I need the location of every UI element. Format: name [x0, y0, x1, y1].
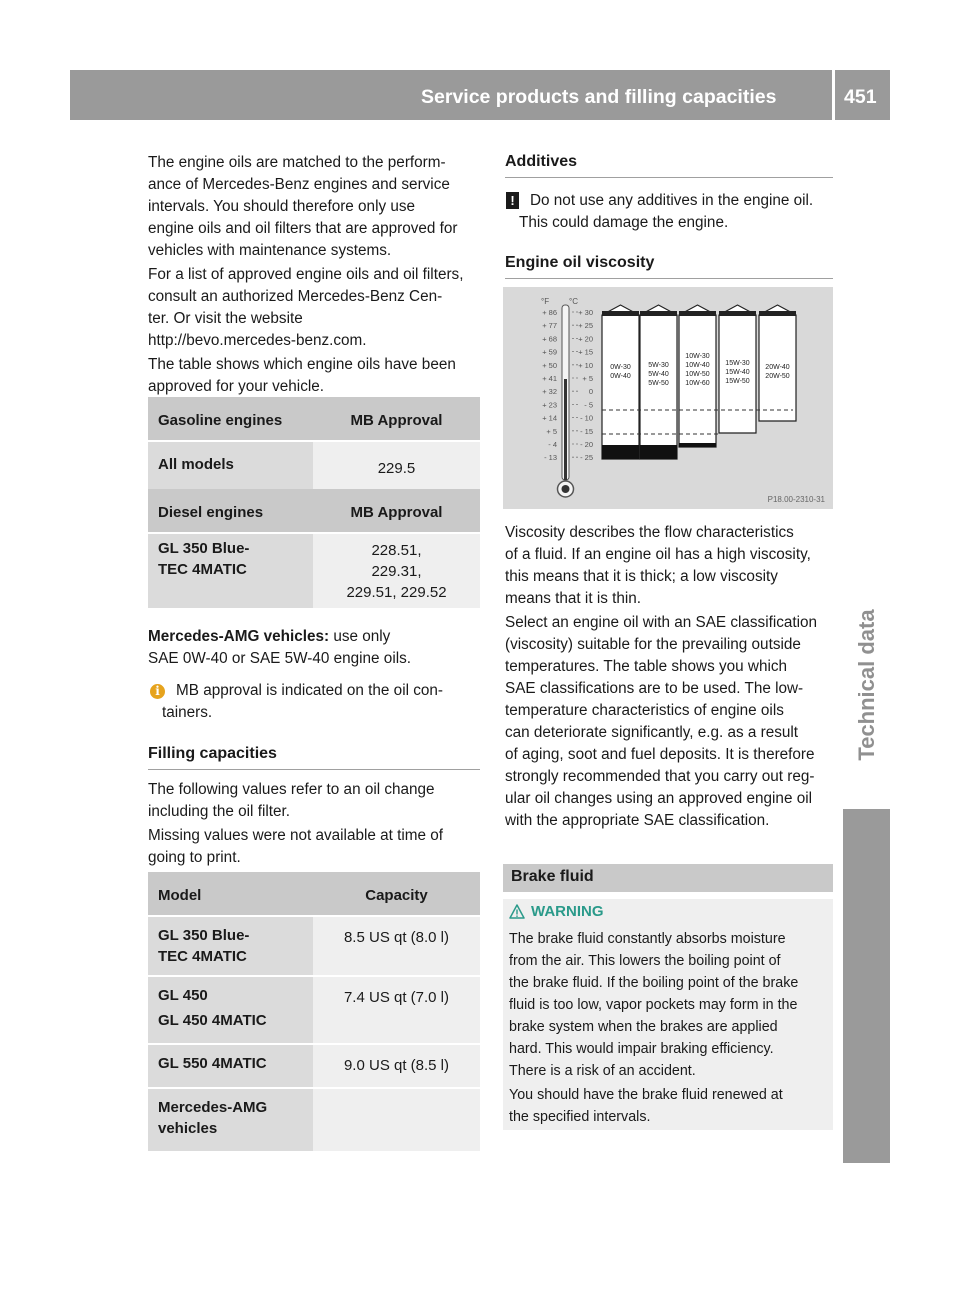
model-line: GL 350 Blue-	[158, 927, 250, 944]
grade-label: 5W-30	[648, 362, 669, 369]
text-line: For a list of approved engine oils and oil filters,	[148, 266, 464, 283]
fahrenheit-tick-label: + 68	[542, 334, 557, 344]
text-line: Do not use any additives in the engine oil.	[530, 192, 814, 209]
column-header: MB Approval	[313, 397, 480, 441]
table-cell	[313, 533, 480, 608]
table-row	[148, 916, 480, 976]
exclamation-icon: !	[506, 192, 519, 209]
text-line: with the appropriate SAE classification.	[505, 812, 770, 829]
text-line: The brake fluid constantly absorbs moisture	[509, 931, 786, 947]
grade-label: 15W-30	[725, 360, 750, 367]
fahrenheit-tick-label: + 32	[542, 387, 557, 397]
celsius-tick-label: + 10	[578, 360, 593, 370]
model-line: Mercedes-AMG	[158, 1099, 268, 1116]
grade-label: 10W-60	[685, 380, 710, 387]
fahrenheit-tick-label: + 77	[542, 321, 557, 331]
text-line: means that it is thin.	[505, 590, 642, 607]
model-line: TEC 4MATIC	[158, 948, 247, 965]
text-line: hard. This would impair braking efficiency.	[509, 1041, 774, 1057]
viscosity-heading: Engine oil viscosity	[505, 254, 655, 271]
grade-bar-fill	[679, 443, 716, 447]
filling-capacities-heading: Filling capacities	[148, 745, 277, 762]
text-line: temperature characteristics of engine oils	[505, 702, 784, 719]
gasoline-approval-table	[148, 397, 480, 495]
grade-label: 10W-50	[685, 371, 710, 378]
fahrenheit-tick-label: + 50	[542, 360, 557, 370]
diesel-approval-table	[148, 489, 480, 608]
fahrenheit-tick-label: + 59	[542, 347, 557, 357]
text-line: vehicles with maintenance systems.	[148, 242, 392, 259]
text-line: consult an authorized Mercedes-Benz Cen-	[148, 288, 443, 305]
table-header-row	[148, 872, 480, 916]
celsius-tick-label: 0	[588, 387, 593, 397]
page-number: 451	[844, 86, 877, 108]
table-cell	[148, 1088, 313, 1151]
column-header: Model	[148, 872, 313, 916]
model-line: vehicles	[158, 1120, 218, 1137]
text-line: from the air. This lowers the boiling point of	[509, 953, 781, 969]
viscosity-chart	[503, 287, 833, 509]
celsius-tick-label: + 25	[578, 321, 593, 331]
column-header: Diesel engines	[148, 489, 313, 533]
fahrenheit-tick-label: + 41	[542, 374, 557, 383]
capacity-table	[148, 872, 480, 1151]
approval-line: 229.51, 229.52	[346, 584, 447, 601]
fahrenheit-tick-label: + 86	[542, 308, 557, 317]
grade-label: 15W-50	[725, 378, 750, 385]
model-line: GL 450	[158, 987, 208, 1004]
heading-rule	[505, 278, 833, 279]
text-line: ance of Mercedes-Benz engines and service	[148, 176, 450, 193]
table-cell	[148, 916, 313, 976]
text-line: fluid is too low, vapor pockets may form in the	[509, 997, 798, 1013]
celsius-tick-label: + 15	[578, 347, 593, 357]
grade-bar-cap	[759, 311, 796, 316]
grade-label: 15W-40	[725, 369, 750, 376]
heading-rule	[148, 769, 480, 770]
text-line: going to print.	[148, 849, 241, 866]
grade-bar	[602, 305, 639, 459]
table-cell: GL 550 4MATIC	[148, 1044, 313, 1088]
table-row	[148, 533, 480, 608]
grade-bar	[759, 305, 796, 421]
amg-note-label: Mercedes-AMG vehicles:	[148, 628, 330, 645]
text-line: (viscosity) suitable for the prevailing outside	[505, 636, 801, 653]
grade-label: 20W-40	[765, 364, 790, 371]
grade-bar-cap	[640, 311, 677, 316]
additives-heading: Additives	[505, 153, 578, 170]
grade-bar-fill	[640, 445, 677, 459]
celsius-tick-label: - 15	[580, 426, 593, 436]
text-line: Select an engine oil with an SAE classification	[505, 614, 818, 631]
celsius-tick-label: + 30	[578, 308, 593, 317]
table-header-row	[148, 489, 480, 533]
table-row	[148, 1044, 480, 1088]
fahrenheit-tick-label: - 4	[548, 440, 557, 449]
table-row	[148, 1088, 480, 1151]
text-line: Missing values were not available at time of	[148, 827, 444, 844]
text-line: the brake fluid. If the boiling point of the brake	[509, 975, 799, 991]
text-line: intervals. You should therefore only use	[148, 198, 416, 215]
side-tab	[843, 567, 890, 803]
text-line: temperatures. The table shows you which	[505, 658, 788, 675]
text-line: engine oils and oil filters that are approved for	[148, 220, 458, 237]
side-tab-label: Technical data	[853, 609, 879, 761]
celsius-label: °C	[569, 297, 578, 306]
fahrenheit-label: °F	[541, 297, 550, 306]
text-line: This could damage the engine.	[519, 214, 729, 231]
text-line: tainers.	[162, 704, 213, 721]
figure-code: P18.00-2310-31	[767, 495, 825, 504]
grade-bar-fill	[602, 445, 639, 459]
grade-label: 10W-40	[685, 362, 710, 369]
grade-bar-cap	[719, 311, 756, 316]
table-row	[148, 976, 480, 1044]
column-header: Gasoline engines	[148, 397, 313, 441]
heading-rule	[505, 177, 833, 178]
model-line: GL 450 4MATIC	[158, 1012, 267, 1029]
table-cell	[313, 1088, 480, 1151]
celsius-tick-label: + 20	[578, 334, 593, 344]
text-line: approved for your vehicle.	[148, 378, 325, 395]
table-header-row	[148, 397, 480, 441]
side-tab-block	[843, 809, 890, 1163]
text-line: SAE 0W-40 or SAE 5W-40 engine oils.	[148, 650, 412, 667]
grade-label: 0W-30	[610, 364, 631, 371]
text-line: brake system when the brakes are applied	[509, 1019, 778, 1035]
text-line: strongly recommended that you carry out reg-	[505, 768, 815, 785]
amg-note-text: use only	[329, 628, 391, 645]
table-cell: 7.4 US qt (7.0 l)	[313, 976, 480, 1044]
model-line: TEC 4MATIC	[158, 561, 247, 578]
grade-label: 5W-50	[648, 380, 669, 387]
grade-bar-cap	[679, 311, 716, 316]
column-header: MB Approval	[313, 489, 480, 533]
text-line: The table shows which engine oils have been	[148, 356, 456, 373]
celsius-tick-label: - 10	[580, 413, 593, 423]
text-line: ular oil changes using an approved engine oil	[505, 790, 813, 807]
text-line: ter. Or visit the website	[148, 310, 303, 327]
website-link[interactable]: http://bevo.mercedes-benz.com.	[148, 332, 367, 349]
header-divider	[832, 70, 835, 120]
text-line: of aging, soot and fuel deposits. It is therefore	[505, 746, 815, 763]
approval-line: 228.51,	[371, 542, 422, 559]
text-line: can deteriorate significantly, e.g. as a result	[505, 724, 799, 741]
celsius-tick-label: + 5	[582, 374, 593, 383]
celsius-tick-label: - 20	[580, 440, 593, 449]
table-cell	[148, 976, 313, 1044]
column-header: Capacity	[313, 872, 480, 916]
table-cell: 9.0 US qt (8.5 l)	[313, 1044, 480, 1088]
section-title: Service products and filling capacities	[421, 86, 777, 108]
fahrenheit-tick-label: - 13	[544, 453, 557, 463]
fahrenheit-tick-label: + 23	[542, 400, 557, 410]
text-line: MB approval is indicated on the oil con-	[176, 682, 443, 699]
text-line: The following values refer to an oil change	[148, 781, 435, 798]
celsius-tick-label: - 5	[584, 400, 593, 410]
grade-label: 0W-40	[610, 373, 631, 380]
text-line: You should have the brake fluid renewed at	[509, 1087, 783, 1103]
grade-label: 10W-30	[685, 353, 710, 360]
grade-bar-cap	[602, 311, 639, 316]
table-row	[148, 441, 480, 495]
approval-line: 229.31,	[371, 563, 422, 580]
info-icon: i	[150, 684, 165, 699]
table-cell: All models	[148, 441, 313, 495]
grade-label: 20W-50	[765, 373, 790, 380]
celsius-tick-label: - 25	[580, 453, 593, 463]
model-line: GL 350 Blue-	[158, 540, 250, 557]
text-line: this means that it is thick; a low viscosity	[505, 568, 778, 585]
text-line: There is a risk of an accident.	[509, 1063, 696, 1079]
text-line: the specified intervals.	[509, 1109, 651, 1125]
text-line: of a fluid. If an engine oil has a high viscosity,	[505, 546, 811, 563]
brake-fluid-heading: Brake fluid	[511, 868, 594, 885]
text-line: including the oil filter.	[148, 803, 291, 820]
warning-label: WARNING	[531, 903, 604, 920]
amg-note	[148, 626, 390, 647]
table-cell: 8.5 US qt (8.0 l)	[313, 916, 480, 976]
text-line: Viscosity describes the flow characteristics	[505, 524, 794, 541]
table-cell	[148, 533, 313, 608]
text-line: SAE classifications are to be used. The low-	[505, 680, 804, 697]
table-cell: 229.5	[313, 441, 480, 495]
thermometer-mercury	[564, 379, 567, 480]
fahrenheit-tick-label: + 5	[546, 426, 557, 436]
thermometer-bulb-fill	[562, 485, 570, 493]
grade-label: 5W-40	[648, 371, 669, 378]
text-line: The engine oils are matched to the perform-	[148, 154, 446, 171]
warning-triangle-icon	[509, 904, 525, 920]
fahrenheit-tick-label: + 14	[542, 413, 557, 423]
